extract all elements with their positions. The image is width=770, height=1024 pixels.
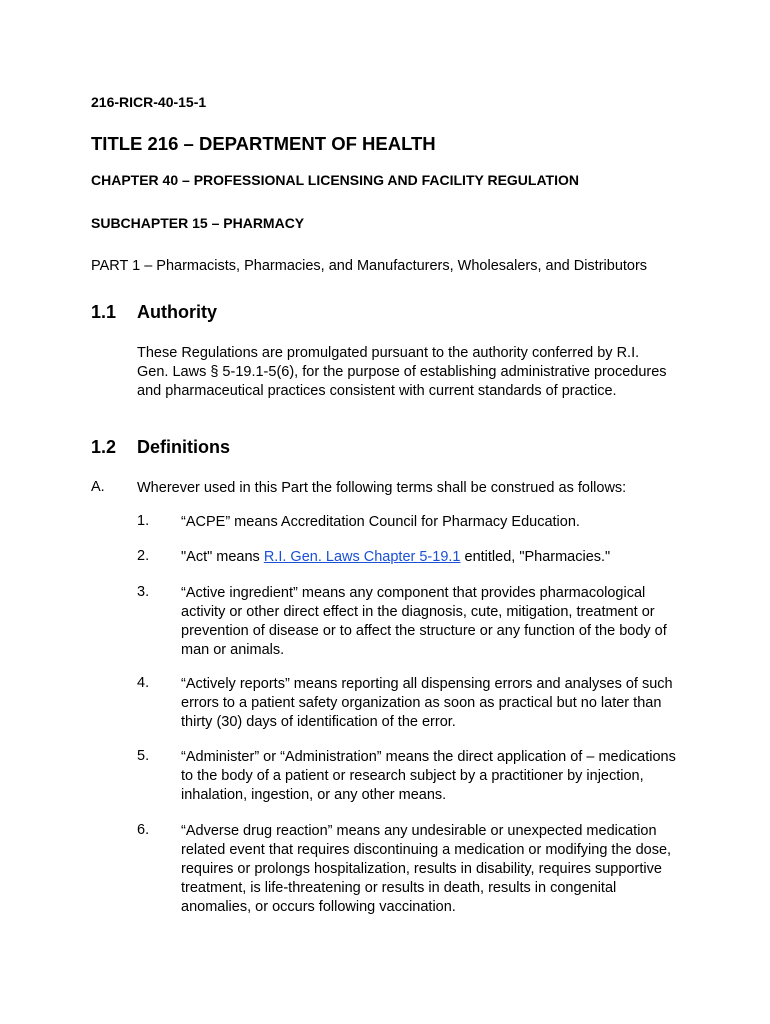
authority-paragraph: These Regulations are promulgated pursuant to the authority conferred by R.I. Gen. Laws § 5-19.1-5(6), for the purpose of establishing administrative procedures and pharmaceutical practices consistent with current standards of practice. — [137, 345, 667, 399]
section-authority-number: 1.1 — [91, 302, 117, 322]
definition-number: 5. — [137, 748, 150, 764]
section-authority-heading: Authority — [137, 302, 217, 322]
definition-text: “Active ingredient” means any component that provides pharmacological activity or other direct effect in the diagnosis, cute, mitigation, treatment or prevention of disease or to affect the structure or any function of the body of man or animals. — [181, 585, 667, 658]
definition-number: 1. — [137, 513, 150, 529]
document-id: 216-RICR-40-15-1 — [91, 94, 207, 110]
definition-text: “ACPE” means Accreditation Council for Pharmacy Education. — [181, 514, 580, 530]
subsection-letter: A. — [91, 479, 105, 495]
subsection-text: Wherever used in this Part the following terms shall be construed as follows: — [137, 480, 627, 496]
definition-text-before: "Act" means — [181, 549, 264, 565]
part-heading: PART 1 – Pharmacists, Pharmacies, and Manufacturers, Wholesalers, and Distributors — [91, 258, 648, 274]
section-definitions-heading: Definitions — [137, 437, 230, 457]
title-heading: TITLE 216 – DEPARTMENT OF HEALTH — [91, 133, 436, 154]
definition-text — [181, 548, 681, 567]
subchapter-heading: SUBCHAPTER 15 – PHARMACY — [91, 215, 305, 231]
section-definitions-number: 1.2 — [91, 437, 117, 457]
chapter-heading: CHAPTER 40 – PROFESSIONAL LICENSING AND FACILITY REGULATION — [91, 172, 579, 188]
definition-number: 2. — [137, 548, 150, 564]
definition-text: “Actively reports” means reporting all dispensing errors and analyses of such errors to a patient safety organization as soon as practical but no later than thirty (30) days of identification of the error. — [181, 676, 673, 730]
definition-text: “Administer” or “Administration” means the direct application of – medications to the body of a patient or research subject by a practitioner by injection, inhalation, ingestion, or any other means. — [181, 749, 676, 803]
definition-number: 3. — [137, 584, 150, 600]
definition-number: 6. — [137, 822, 150, 838]
definition-number: 4. — [137, 675, 150, 691]
statute-link[interactable]: R.I. Gen. Laws Chapter 5-19.1 — [263, 549, 461, 565]
definition-text-after: entitled, "Pharmacies." — [460, 549, 611, 565]
definition-text: “Adverse drug reaction” means any undesirable or unexpected medication related event that requires discontinuing a medication or modifying the dose, requires or prolongs hospitalization, results in disability, requires supportive treatment, is life-threatening or results in death, results in congenital anomalies, or occurs following vaccination. — [181, 823, 672, 915]
